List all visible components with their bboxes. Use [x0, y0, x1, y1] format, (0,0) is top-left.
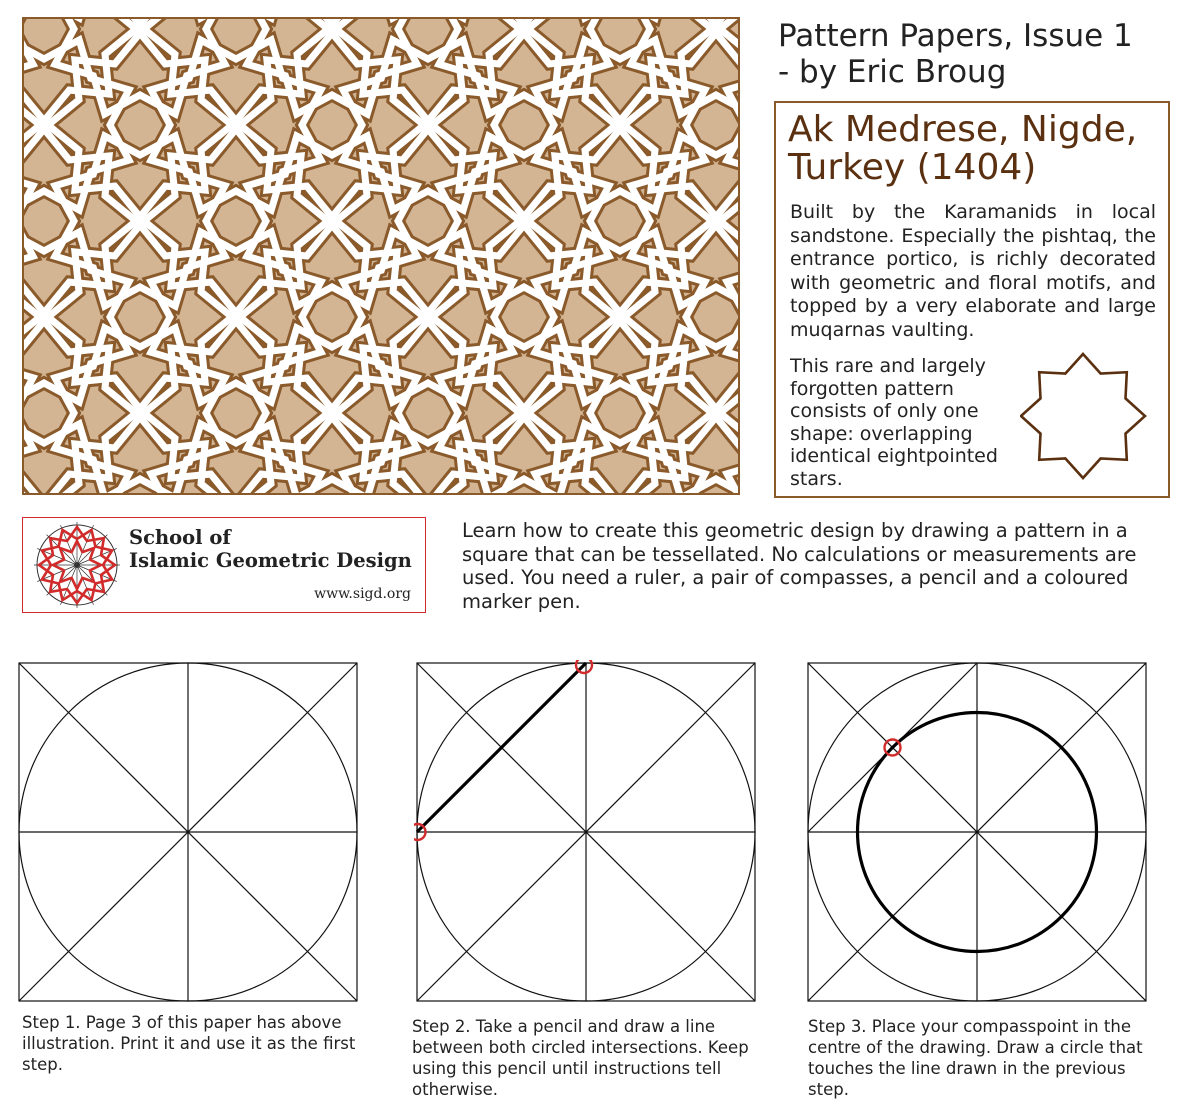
info-box — [774, 101, 1170, 498]
pattern-illustration — [22, 17, 740, 495]
star-note: This rare and largely forgotten pattern consists of only one shape: overlapping identical eightpointed stars. — [790, 355, 998, 490]
eight-pointed-star-icon — [1020, 351, 1150, 481]
step-1-diagram — [18, 660, 362, 1004]
school-name-line1: School of — [129, 526, 231, 549]
school-name — [129, 526, 412, 572]
school-url: www.sigd.org — [314, 586, 411, 602]
series-title — [778, 18, 1178, 90]
place-description: Built by the Karamanids in local sandstone. Especially the pishtaq, the entrance portico, is richly decorated with geometric and floral motifs, and topped by a very elaborate and large muqarnas vaulting. — [790, 201, 1156, 341]
eight-pointed-star-pattern — [24, 19, 738, 493]
intro-paragraph: Learn how to create this geometric design by drawing a pattern in a square that can be tessellated. No calculations or measurements are used. You need a ruler, a pair of compasses, a pencil and a coloured marker pen. — [462, 519, 1137, 613]
place-title-line1: Ak Medrese, Nigde, — [788, 109, 1138, 150]
step-3-caption: Step 3. Place your compasspoint in the centre of the drawing. Draw a circle that touches the line drawn in the previous step. — [808, 1017, 1143, 1099]
school-rosette-logo — [33, 521, 121, 609]
place-title-line2: Turkey (1404) — [788, 147, 1037, 188]
step-1-caption: Step 1. Page 3 of this paper has above illustration. Print it and use it as the first step. — [22, 1013, 356, 1074]
step-3-diagram — [805, 660, 1149, 1004]
series-title-line1: Pattern Papers, Issue 1 — [778, 18, 1133, 54]
series-author-line: - by Eric Broug — [778, 54, 1007, 90]
step-2-caption: Step 2. Take a pencil and draw a line between both circled intersections. Keep using this pencil until instructions tell otherwise. — [412, 1017, 749, 1099]
place-title — [788, 111, 1158, 187]
step-2-diagram — [414, 660, 758, 1004]
star-outline — [1021, 354, 1145, 478]
school-logo-box — [22, 517, 426, 613]
school-name-line2: Islamic Geometric Design — [129, 549, 412, 572]
logo-center — [74, 562, 80, 568]
